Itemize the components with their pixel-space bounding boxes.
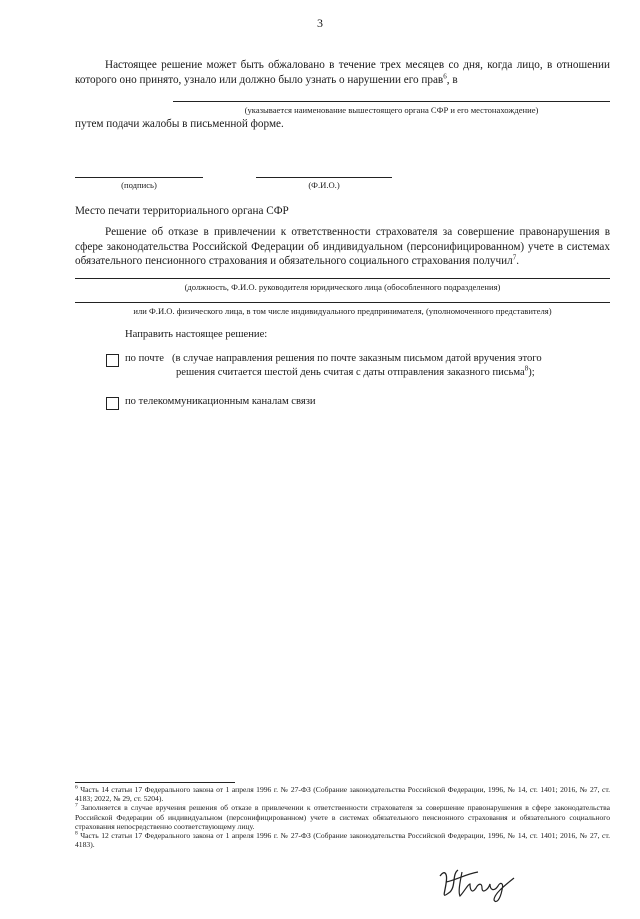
footnote-7-text: Заполняется в случае вручения решения об отказе в привлечении к ответственности страхователя за совершение правонарушения в сфере законодательства Российской Федерации об индивидуальном (персонифицированном) учете в системах обязательного пенсионного страхования и обязательного социального страхования непосредственно соответствующему лицу. xyxy=(75,803,610,831)
post-note-tail: ); xyxy=(528,367,535,378)
refusal-tail: . xyxy=(516,255,519,267)
appeal-text: Настоящее решение может быть обжаловано в течение трех месяцев со дня, когда лицо, в отношении которого оно принято, узнало или должно было узнать о нарушении его прав xyxy=(75,59,610,86)
footnote-8-text: Часть 12 статьи 17 Федерального закона от 1 апреля 1996 г. № 27-ФЗ (Собрание законодательства Российской Федерации, 1996, № 14, ст. 1401; 2016, № 27, ст. 4183). xyxy=(75,831,610,850)
page-number: 3 xyxy=(317,16,323,30)
send-heading: Направить настоящее решение: xyxy=(125,329,268,340)
post-checkbox[interactable] xyxy=(106,354,119,367)
footnote-ref-7: 7 xyxy=(512,253,517,262)
post-note-line-1: (в случае направления решения по почте заказным письмом датой вручения этого xyxy=(172,353,542,364)
appeal-tail: , в xyxy=(446,73,458,86)
handwritten-signature xyxy=(432,862,532,904)
recipient-line-2 xyxy=(75,302,610,303)
signature-caption: (подпись) xyxy=(121,180,157,190)
footnotes xyxy=(75,785,610,849)
appeal-authority-line xyxy=(173,101,610,102)
post-note-text: решения считается шестой день считая с даты отправления заказного письма xyxy=(176,367,525,378)
post-label: по почте xyxy=(125,353,164,364)
footnote-ref-8: 8 xyxy=(524,364,529,373)
appeal-authority-caption: (указывается наименование вышестоящего органа СФР и его местонахождение) xyxy=(244,105,539,115)
footnote-8-mark: 8 xyxy=(75,830,78,837)
appeal-paragraph xyxy=(75,58,610,87)
footnote-separator xyxy=(75,782,235,783)
name-line xyxy=(256,177,392,178)
name-caption: (Ф.И.О.) xyxy=(308,180,340,190)
signature-line xyxy=(75,177,203,178)
footnote-7-mark: 7 xyxy=(75,802,78,809)
recipient-caption-1: (должность, Ф.И.О. руководителя юридического лица (обособленного подразделения) xyxy=(184,282,501,292)
seal-place: Место печати территориального органа СФР xyxy=(75,205,289,217)
footnote-8 xyxy=(75,831,610,849)
footnote-ref-6: 6 xyxy=(443,71,447,80)
footnote-6 xyxy=(75,785,610,803)
post-note-line-2 xyxy=(176,364,535,378)
recipient-caption-2: или Ф.И.О. физического лица, в том числе индивидуального предпринимателя, (уполномоченного представителя) xyxy=(133,306,552,316)
appeal-method: путем подачи жалобы в письменной форме. xyxy=(75,118,284,130)
footnote-6-text: Часть 14 статьи 17 Федерального закона от 1 апреля 1996 г. № 27-ФЗ (Собрание законодательства Российской Федерации, 1996, № 14, ст. 1401; 2016, № 27, ст. 4183; 2022, № 29, ст. 5204). xyxy=(75,785,610,804)
footnote-6-mark: 6 xyxy=(75,784,78,791)
telecom-checkbox[interactable] xyxy=(106,397,119,410)
refusal-paragraph xyxy=(75,225,610,269)
refusal-text: Решение об отказе в привлечении к ответственности страхователя за совершение правонарушения в сфере законодательства Российской Федерации об индивидуальном (персонифицированном) учете в системах обязательного пенсионного страхования и обязательного социального страхования получил xyxy=(75,226,610,267)
footnote-7 xyxy=(75,803,610,831)
recipient-line-1 xyxy=(75,278,610,279)
telecom-label: по телекоммуникационным каналам связи xyxy=(125,396,316,407)
